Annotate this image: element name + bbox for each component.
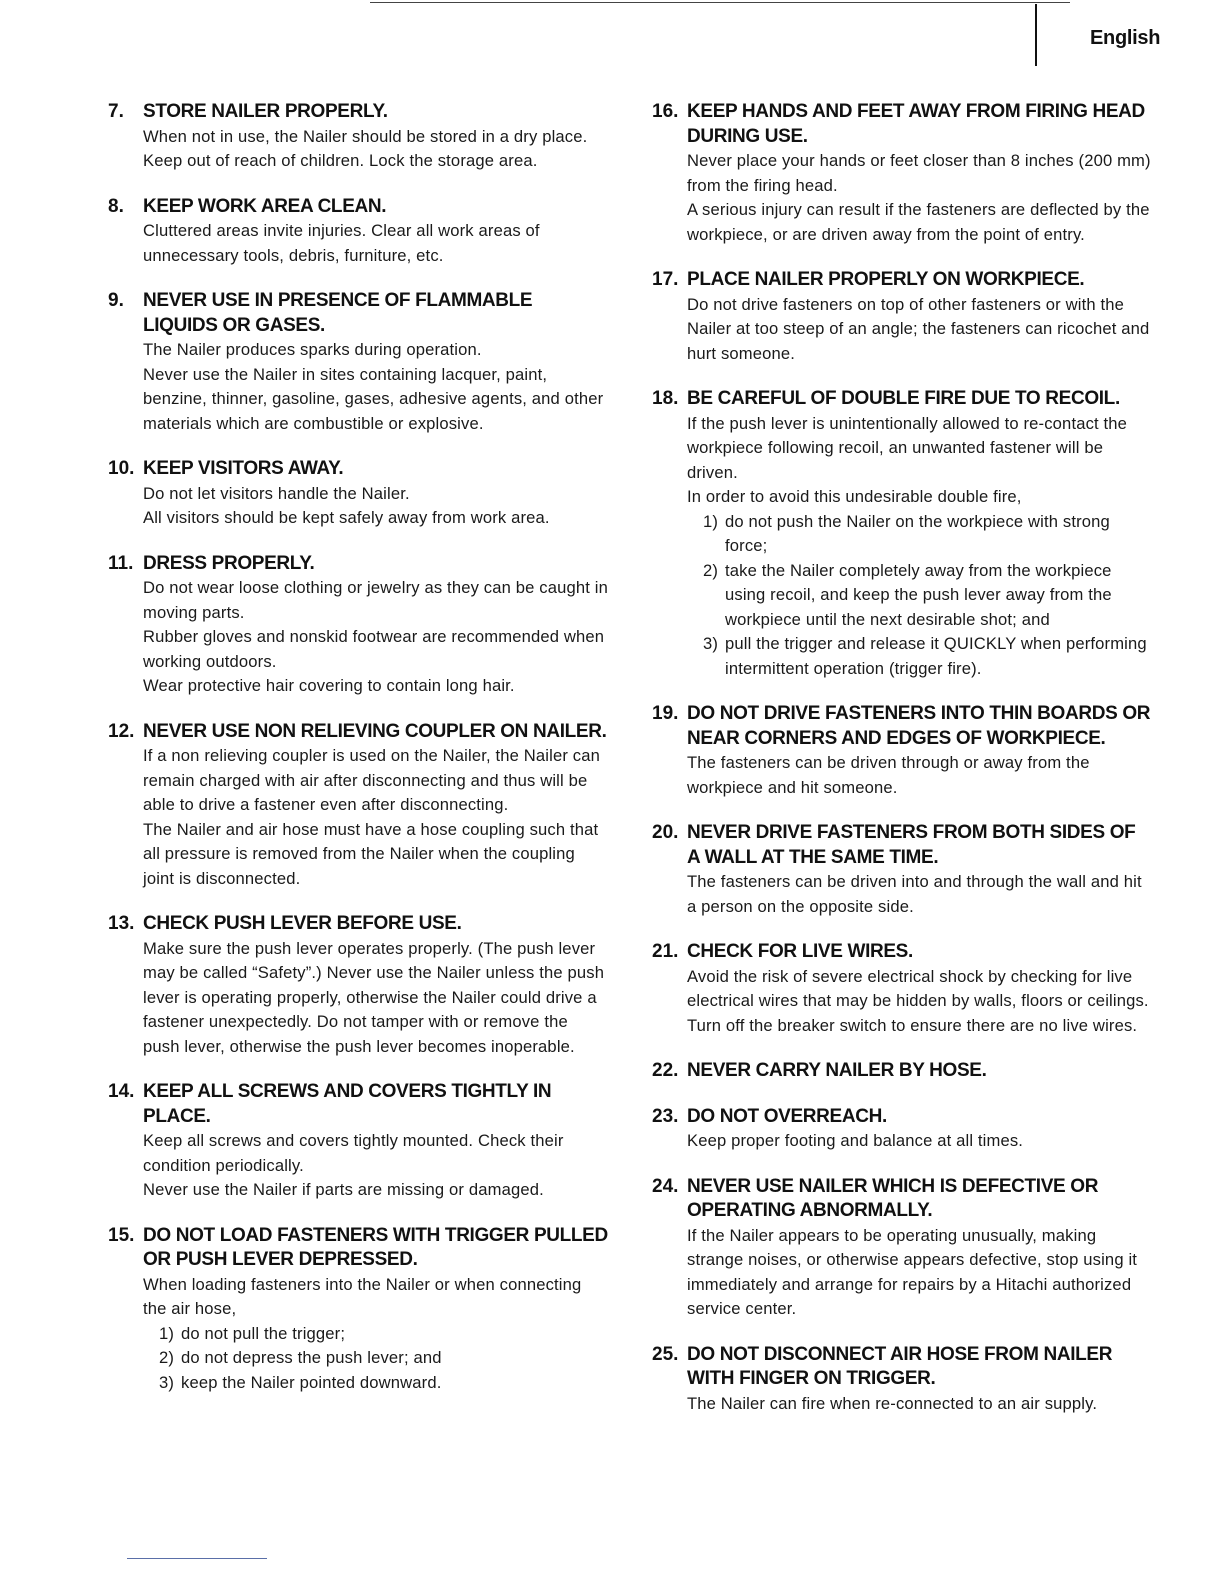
item-paragraph: If the Nailer appears to be operating unusually, making strange noises, or otherwise appears defective, stop using it immediately and arrange for repairs by a Hitachi authorized service center. [687, 1225, 1138, 1318]
sub-item-number: 1) [703, 511, 719, 531]
safety-item [108, 457, 608, 531]
sub-item-number: 3) [703, 634, 719, 653]
safety-item [652, 821, 1152, 919]
safety-item [652, 268, 1152, 366]
safety-item [108, 912, 608, 1059]
item-heading: DO NOT DRIVE FASTENERS INTO THIN BOARDS OR NEAR CORNERS AND EDGES OF WORKPIECE. [687, 703, 1151, 749]
safety-item [108, 1080, 608, 1203]
item-body [687, 1129, 1152, 1154]
safety-item [652, 940, 1152, 1038]
item-body [143, 1129, 608, 1203]
item-paragraph: Make sure the push lever operates properly. (The push lever may be called “Safety”.) Never use the Nailer unless the push lever is operating properly, otherwise the Nailer could drive a fastener unexpectedly. Do not tamper with or remove the push lever, otherwise the push lever becomes inoperable. [143, 938, 605, 1056]
safety-item [652, 1059, 1152, 1084]
item-paragraph: The Nailer and air hose must have a hose coupling such that all pressure is removed from the Nailer when the coupling joint is disconnected. [143, 819, 599, 888]
item-paragraph: Never place your hands or feet closer than 8 inches (200 mm) from the firing head. [687, 151, 1151, 195]
item-body [143, 125, 608, 174]
sub-item-text: keep the Nailer pointed downward. [181, 1372, 442, 1392]
safety-item [108, 100, 608, 174]
item-paragraph: If the push lever is unintentionally allowed to re-contact the workpiece following recoil, an unwanted fastener will be driven. [687, 413, 1128, 482]
item-paragraph: Rubber gloves and nonskid footwear are recommended when working outdoors. [143, 627, 605, 671]
sub-item-text: do not pull the trigger; [181, 1323, 346, 1343]
item-heading: DO NOT DISCONNECT AIR HOSE FROM NAILER WITH FINGER ON TRIGGER. [687, 1343, 1113, 1389]
item-number: 8. [108, 195, 124, 217]
item-body [143, 937, 608, 1060]
item-paragraph: Never use the Nailer if parts are missing or damaged. [143, 1180, 544, 1199]
item-heading: NEVER USE IN PRESENCE OF FLAMMABLE LIQUIDS OR GASES. [143, 290, 533, 336]
safety-item [652, 100, 1152, 247]
right-column [652, 100, 1152, 1437]
sub-item [687, 510, 1152, 559]
item-paragraph: The Nailer can fire when re-connected to an air supply. [687, 1393, 1098, 1413]
safety-item [652, 702, 1152, 800]
sub-item-number: 3) [159, 1372, 175, 1392]
item-paragraph: Wear protective hair covering to contain long hair. [143, 676, 515, 695]
sub-item-text: do not depress the push lever; and [181, 1348, 442, 1367]
sub-item-text: take the Nailer completely away from the workpiece using recoil, and keep the push lever away from the workpiece until the next desirable shot; and [725, 560, 1112, 629]
sub-item [687, 632, 1152, 681]
item-number: 7. [108, 101, 124, 122]
item-number: 16. [652, 101, 679, 122]
item-number: 20. [652, 822, 679, 843]
item-heading: KEEP VISITORS AWAY. [143, 458, 344, 479]
item-body [143, 744, 608, 891]
item-number: 19. [652, 703, 679, 724]
item-paragraph: If a non relieving coupler is used on the Nailer, the Nailer can remain charged with air after disconnecting and thus will be able to drive a fastener even after disconnecting. [143, 746, 600, 814]
item-paragraph: When loading fasteners into the Nailer or when connecting the air hose, [143, 1274, 582, 1318]
sub-item-number: 1) [159, 1323, 175, 1343]
sub-item [687, 559, 1152, 633]
item-paragraph: The Nailer produces sparks during operation. [143, 340, 482, 359]
item-paragraph: Cluttered areas invite injuries. Clear all work areas of unnecessary tools, debris, furniture, etc. [143, 221, 540, 265]
item-paragraph: When not in use, the Nailer should be stored in a dry place. Keep out of reach of children. Lock the storage area. [143, 126, 588, 170]
top-rule [370, 2, 1070, 3]
safety-item [108, 720, 608, 892]
left-column [108, 100, 608, 1416]
item-number: 21. [652, 941, 679, 962]
item-body [143, 576, 608, 699]
item-heading: NEVER DRIVE FASTENERS FROM BOTH SIDES OF A WALL AT THE SAME TIME. [687, 822, 1136, 868]
sub-item-number: 2) [159, 1348, 175, 1367]
item-paragraph: Do not let visitors handle the Nailer. [143, 483, 410, 503]
item-paragraph: Do not drive fasteners on top of other fasteners or with the Nailer at too steep of an angle; the fasteners can ricochet and hurt someone. [687, 294, 1150, 363]
item-number: 9. [108, 290, 124, 311]
item-heading: STORE NAILER PROPERLY. [143, 101, 388, 122]
item-paragraph: The fasteners can be driven through or away from the workpiece and hit someone. [687, 753, 1090, 797]
safety-item [108, 1224, 608, 1396]
item-paragraph: Keep all screws and covers tightly mounted. Check their condition periodically. [143, 1131, 564, 1175]
item-heading: DRESS PROPERLY. [143, 552, 315, 574]
item-heading: CHECK FOR LIVE WIRES. [687, 941, 913, 962]
item-heading: NEVER USE NON RELIEVING COUPLER ON NAILER. [143, 720, 607, 742]
item-body [687, 412, 1152, 682]
safety-item [652, 387, 1152, 681]
item-body [687, 870, 1152, 919]
item-body [687, 1224, 1152, 1322]
item-heading: PLACE NAILER PROPERLY ON WORKPIECE. [687, 269, 1085, 290]
item-heading: BE CAREFUL OF DOUBLE FIRE DUE TO RECOIL. [687, 388, 1120, 409]
item-body [143, 338, 608, 436]
item-number: 11. [108, 552, 134, 574]
safety-item [652, 1175, 1152, 1322]
item-paragraph: The fasteners can be driven into and through the wall and hit a person on the opposite side. [687, 872, 1142, 916]
item-heading: KEEP HANDS AND FEET AWAY FROM FIRING HEAD DURING USE. [687, 101, 1145, 147]
item-paragraph: Avoid the risk of severe electrical shock by checking for live electrical wires that may be hidden by walls, floors or ceilings. Turn off the breaker switch to ensure there are no live wires. [687, 966, 1149, 1035]
item-number: 22. [652, 1060, 679, 1081]
sub-item-text: do not push the Nailer on the workpiece with strong force; [725, 511, 1110, 555]
safety-item [652, 1105, 1152, 1154]
item-heading: DO NOT LOAD FASTENERS WITH TRIGGER PULLED OR PUSH LEVER DEPRESSED. [143, 1224, 608, 1270]
item-number: 18. [652, 388, 679, 409]
item-heading: NEVER CARRY NAILER BY HOSE. [687, 1060, 987, 1081]
bottom-rule [127, 1558, 267, 1559]
language-label: English [1090, 27, 1161, 49]
item-body [687, 751, 1152, 800]
item-number: 14. [108, 1081, 135, 1102]
item-paragraph: Never use the Nailer in sites containing lacquer, paint, benzine, thinner, gasoline, gases, adhesive agents, and other materials which are combustible or explosive. [143, 364, 604, 433]
item-number: 12. [108, 720, 135, 742]
item-body [687, 149, 1152, 247]
header-divider [1035, 4, 1037, 66]
safety-item [108, 195, 608, 269]
item-body [143, 1273, 608, 1396]
item-paragraph: In order to avoid this undesirable double fire, [687, 487, 1022, 506]
item-heading: NEVER USE NAILER WHICH IS DEFECTIVE OR OPERATING ABNORMALLY. [687, 1175, 1099, 1221]
sub-item [143, 1322, 608, 1347]
item-body [687, 1392, 1152, 1417]
item-body [687, 293, 1152, 367]
item-heading: KEEP ALL SCREWS AND COVERS TIGHTLY IN PLACE. [143, 1081, 552, 1127]
safety-item [108, 552, 608, 699]
sub-item-text: pull the trigger and release it QUICKLY when performing intermittent operation (trigger fire). [725, 634, 1147, 678]
item-number: 23. [652, 1105, 679, 1127]
item-heading: DO NOT OVERREACH. [687, 1105, 887, 1127]
item-paragraph: Do not wear loose clothing or jewelry as they can be caught in moving parts. [143, 578, 608, 622]
item-number: 15. [108, 1224, 135, 1246]
item-heading: KEEP WORK AREA CLEAN. [143, 195, 387, 217]
item-paragraph: A serious injury can result if the fasteners are deflected by the workpiece, or are driven away from the point of entry. [687, 200, 1150, 244]
sub-item [143, 1346, 608, 1371]
safety-item [108, 289, 608, 436]
item-number: 10. [108, 458, 135, 479]
item-number: 13. [108, 913, 135, 934]
item-number: 24. [652, 1175, 679, 1197]
sub-item-number: 2) [703, 560, 719, 580]
item-body [687, 965, 1152, 1039]
item-body [143, 482, 608, 531]
item-number: 17. [652, 269, 679, 290]
item-paragraph: Keep proper footing and balance at all times. [687, 1131, 1024, 1150]
item-body [143, 219, 608, 268]
sub-item [143, 1371, 608, 1396]
item-heading: CHECK PUSH LEVER BEFORE USE. [143, 913, 462, 934]
item-number: 25. [652, 1343, 679, 1365]
safety-item [652, 1343, 1152, 1417]
item-paragraph: All visitors should be kept safely away from work area. [143, 508, 550, 527]
